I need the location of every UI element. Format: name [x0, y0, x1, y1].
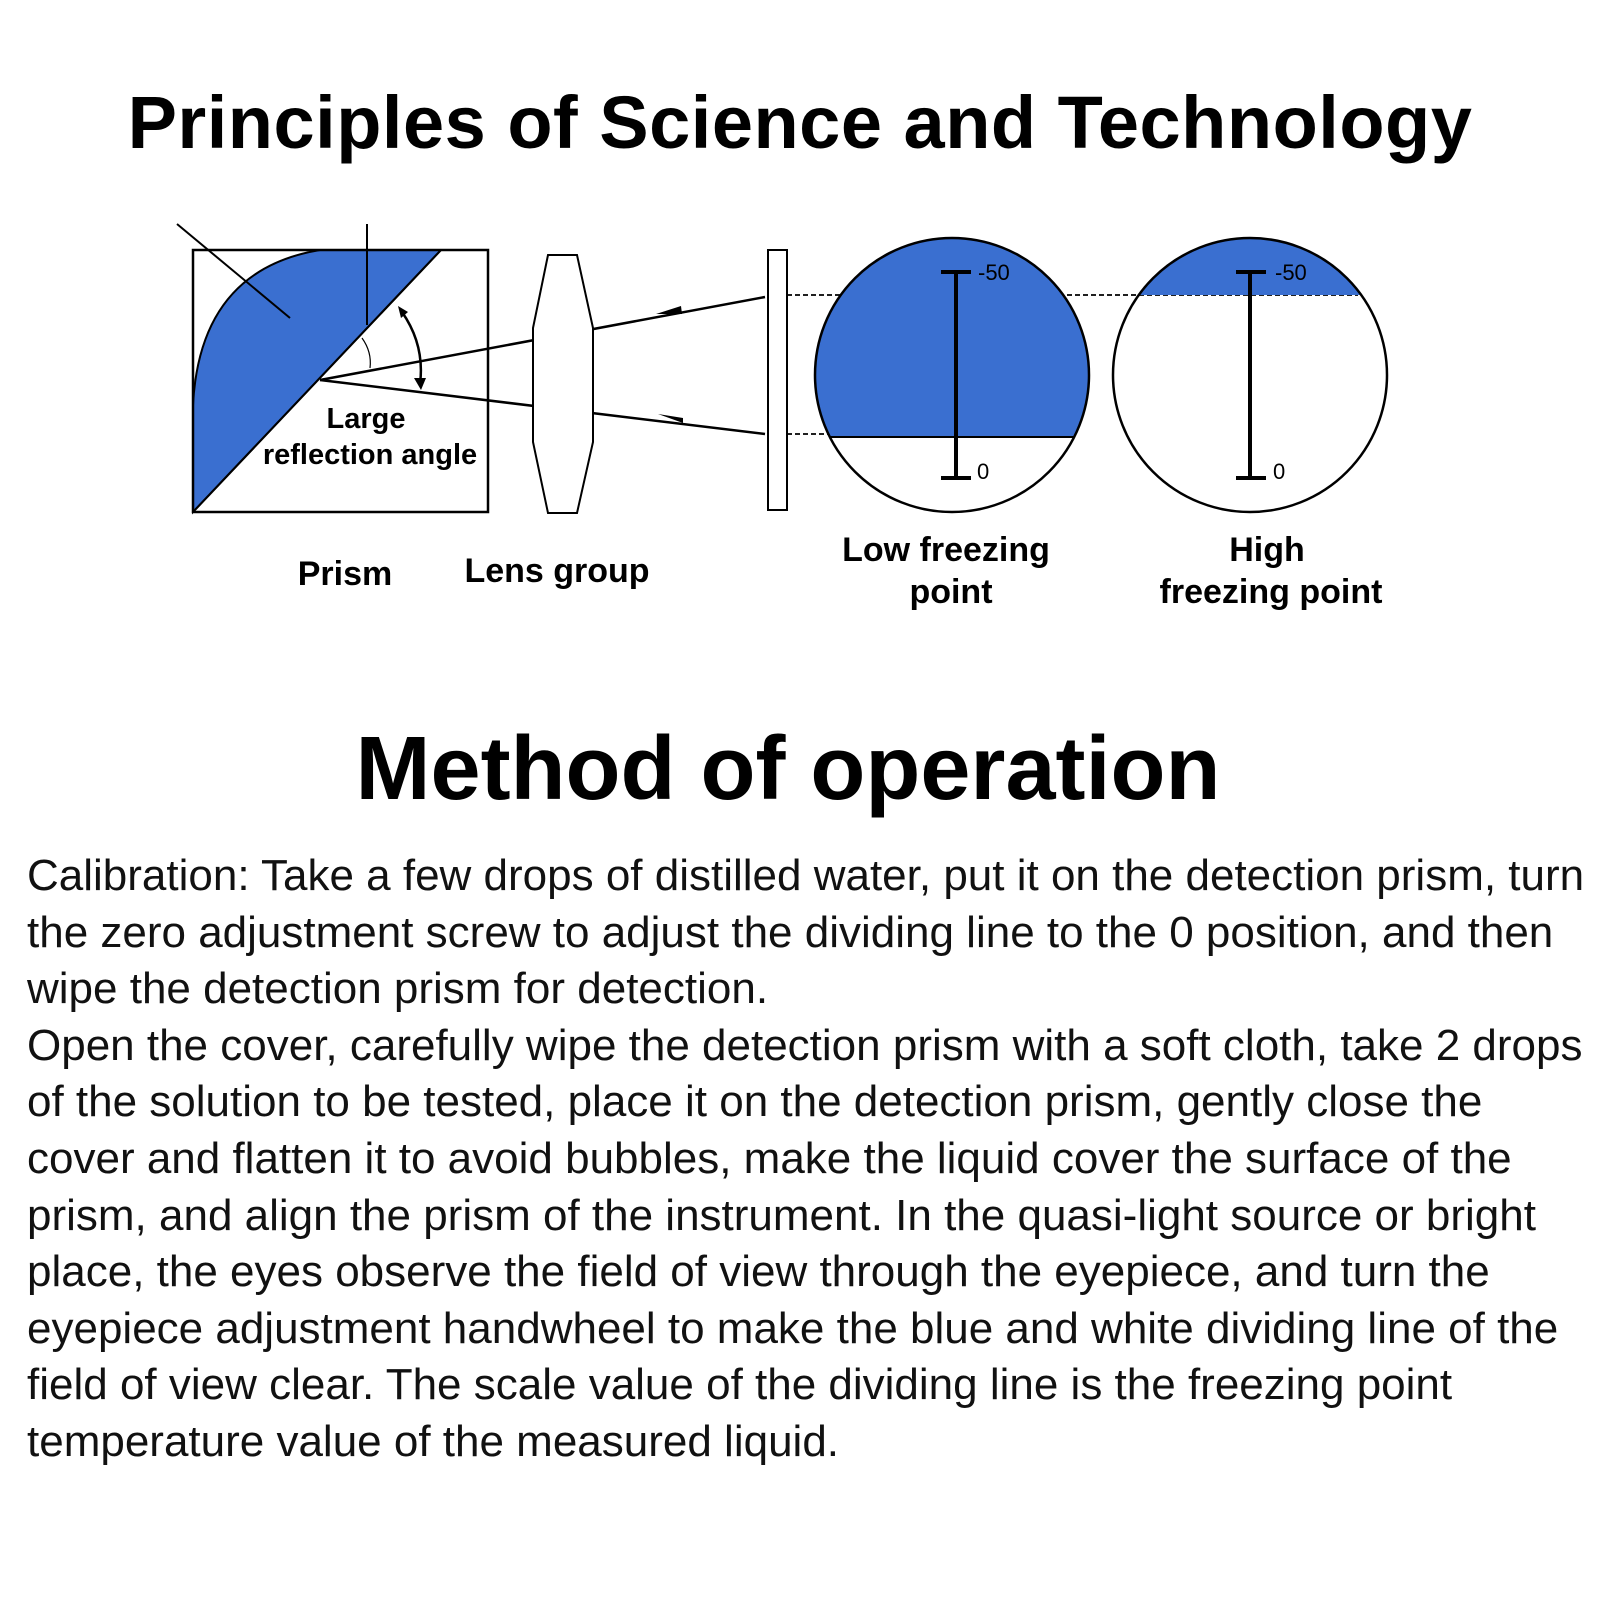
method-title: Method of operation [355, 719, 1221, 819]
prism-shape [193, 250, 488, 512]
calibration-paragraph: Calibration: Take a few drops of distilled water, put it on the detection prism, turn the zero adjustment screw to adjust the dividing line to the 0 position, and then wipe the detection prism for detection. [27, 851, 1585, 1014]
low-freezing-view [800, 220, 1110, 512]
reticle-plate [768, 250, 787, 510]
method-body [27, 848, 1587, 1471]
principles-title: Principles of Science and Technology [127, 81, 1473, 164]
low-freezing-label-line2: point [909, 573, 993, 611]
high-scale-top: -50 [1275, 260, 1307, 285]
reflection-angle-arrow [398, 306, 426, 390]
operation-steps-paragraph: Open the cover, carefully wipe the detection prism with a soft cloth, take 2 drops of the solution to be tested, place it on the detection prism, gently close the cover and flatten it to avoid bubbles, make the liquid cover the surface of the prism, and align the prism of the instrument. In the quasi-light source or bright place, the eyes observe the field of view through the eyepiece, and turn the eyepiece adjustment handwheel to make the blue and white dividing line of the field of view clear. The scale value of the dividing line is the freezing point temperature value of the measured liquid. [27, 1020, 1583, 1466]
high-scale-bottom: 0 [1273, 459, 1286, 484]
high-freezing-view [1100, 220, 1410, 512]
angle-label-line2: reflection angle [262, 439, 478, 471]
refractometer-diagram [0, 200, 1600, 640]
lens-group-shape [533, 255, 593, 513]
low-scale-top: -50 [978, 260, 1010, 285]
angle-label-line1: Large [326, 403, 406, 435]
low-scale-bottom: 0 [977, 459, 990, 484]
low-freezing-label-line1: Low freezing [842, 531, 1050, 569]
angle-arc-small [362, 338, 370, 368]
high-freezing-label-line1: High [1229, 531, 1305, 569]
high-freezing-label-line2: freezing point [1159, 573, 1383, 611]
prism-label: Prism [297, 555, 393, 593]
lens-group-label: Lens group [464, 552, 650, 590]
